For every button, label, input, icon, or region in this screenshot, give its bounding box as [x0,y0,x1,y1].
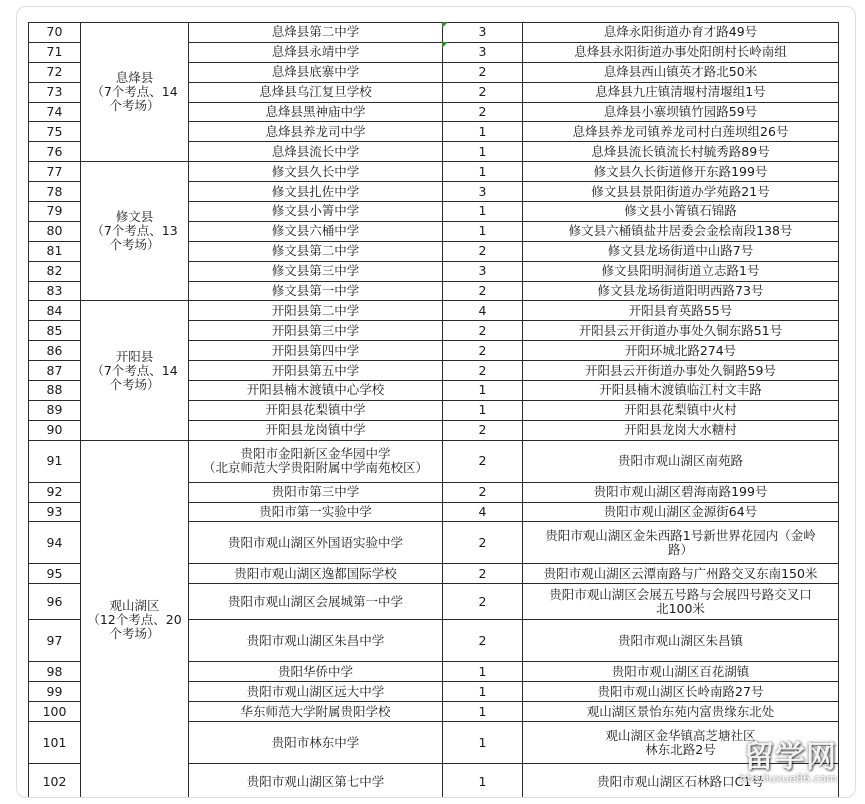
site-address-text: 贵阳市观山湖区长岭南路27号 [597,683,764,699]
room-count: 2 [443,341,523,361]
row-number: 98 [29,662,81,682]
row-number: 91 [29,440,81,482]
site-address-text: 息烽永阳街道办育才路49号 [603,24,758,40]
row-number: 101 [29,722,81,764]
site-address-text: 开阳县云开街道办事处久铜路59号 [585,362,776,378]
room-count: 2 [443,564,523,584]
site-address-text: 开阳县龙岗大水糖村 [624,422,737,438]
row-number: 95 [29,564,81,584]
cell-marker-icon [442,42,448,48]
site-address [523,662,839,682]
room-count: 1 [443,764,523,798]
row-number: 93 [29,502,81,522]
table-row [29,301,839,321]
document-frame [16,6,856,798]
site-address-text: 修文县小箐镇石锦路 [624,203,737,219]
school-name [189,522,443,564]
school-name-text: 修文县六桶中学 [271,223,360,239]
school-name [189,182,443,202]
site-address [523,261,839,281]
site-address-text: 修文县龙场街道中山路7号 [607,243,754,259]
district-detail: （7个考点、13 [91,223,178,239]
row-number: 75 [29,122,81,142]
site-address [523,564,839,584]
school-name [189,42,443,62]
exam-site-table [28,22,839,798]
district-cell [81,440,189,798]
site-address-text: 观山湖区景怡东苑内富贵缘东北处 [586,703,775,719]
site-address-text: 开阳县云开街道办事处久铜东路51号 [578,322,783,338]
site-address [523,321,839,341]
room-count: 4 [443,502,523,522]
site-address-text: 息烽县西山镇英才路北50米 [603,64,758,80]
school-name-text: 修文县第三中学 [271,263,360,279]
district-detail: （7个考点、14 [91,84,178,100]
school-name-text: 贵阳市第三中学 [271,484,360,500]
cell-marker-icon [442,22,448,28]
site-address [523,182,839,202]
site-address [523,142,839,162]
school-name [189,162,443,182]
school-name [189,682,443,702]
row-number: 85 [29,321,81,341]
school-name-text: 贵阳市第一实验中学 [259,504,372,520]
site-address [523,702,839,722]
site-address-text: 贵阳市观山湖区百花湖镇 [611,663,750,679]
school-name-text: 开阳县龙岗镇中学 [265,422,366,438]
table-row [29,23,839,43]
room-count: 1 [443,662,523,682]
site-address [523,722,839,764]
school-name-text: 修文县第一中学 [271,283,360,299]
school-name [189,440,443,482]
site-address-text: 修文县六桶镇盐井居委会金桧南段138号 [568,223,793,239]
school-name [189,122,443,142]
site-address-text: 路） [667,541,693,557]
room-count: 2 [443,522,523,564]
school-name-text: 开阳县第五中学 [271,362,360,378]
room-count: 1 [443,702,523,722]
site-address-text: 贵阳市观山湖区南苑路 [617,453,743,469]
site-address [523,23,839,43]
site-address [523,241,839,261]
room-count: 2 [443,620,523,662]
room-count: 1 [443,162,523,182]
site-address [523,400,839,420]
school-name [189,82,443,102]
row-number: 84 [29,301,81,321]
site-address-text: 贵阳市观山湖区金朱西路1号新世界花园内（金岭 [545,527,816,543]
school-name-text: 息烽县第二中学 [271,24,360,40]
row-number: 99 [29,682,81,702]
district-name: 观山湖区 [109,597,160,613]
school-name [189,301,443,321]
site-address [523,42,839,62]
row-number: 86 [29,341,81,361]
school-name-text: 息烽县永靖中学 [271,44,360,60]
school-name [189,764,443,798]
district-detail: （12个考点、20 [87,611,182,627]
row-number: 100 [29,702,81,722]
room-count: 2 [443,420,523,440]
site-address-text: 林东北路2号 [645,741,716,757]
room-count: 2 [443,82,523,102]
room-count: 1 [443,381,523,401]
school-name [189,420,443,440]
row-number: 80 [29,221,81,241]
row-number: 72 [29,62,81,82]
school-name [189,321,443,341]
site-address [523,102,839,122]
school-name [189,102,443,122]
row-number: 74 [29,102,81,122]
room-count: 2 [443,321,523,341]
site-address-text: 贵阳市观山湖区石林路口C1号 [597,773,764,789]
room-count: 1 [443,122,523,142]
school-name-text: 贵阳市观山湖区远大中学 [246,683,385,699]
room-count: 3 [443,261,523,281]
school-name [189,241,443,261]
school-name [189,202,443,222]
site-address [523,764,839,798]
school-name [189,564,443,584]
school-name-text: 开阳县第四中学 [271,342,360,358]
site-address-text: 修文县久长街道修开东路199号 [593,163,768,179]
school-name [189,620,443,662]
school-name [189,142,443,162]
site-address-text: 息烽县流长镇流长村毓秀路89号 [591,143,770,159]
district-name: 修文县 [115,209,154,225]
school-name-text: 息烽县流长中学 [271,143,360,159]
site-address [523,341,839,361]
district-cell [81,23,189,162]
site-address-text: 贵阳市观山湖区会展五号路与会展四号路交叉口 [549,586,812,602]
district-detail: （7个考点、14 [91,362,178,378]
school-name-text: 贵阳市观山湖区外国语实验中学 [227,534,403,550]
school-name [189,261,443,281]
school-name [189,482,443,502]
district-detail: 个考场） [109,376,160,392]
row-number: 73 [29,82,81,102]
row-number: 82 [29,261,81,281]
site-address-text: 贵阳市观山湖区金源街64号 [603,504,758,520]
school-name [189,702,443,722]
site-address [523,301,839,321]
school-name [189,502,443,522]
site-address-text: 贵阳市观山湖区朱昌镇 [617,632,743,648]
room-count: 3 [443,23,523,43]
site-address [523,440,839,482]
school-name-text: 息烽县黑神庙中学 [265,104,366,119]
district-name: 息烽县 [115,70,154,86]
row-number: 77 [29,162,81,182]
school-name [189,400,443,420]
watermark-url: bbs.liuxue86.com [739,772,837,785]
site-address [523,202,839,222]
room-count: 2 [443,482,523,502]
site-address [523,420,839,440]
district-detail: 个考场） [109,625,160,641]
watermark-title: 留学网 [744,740,837,775]
site-address [523,221,839,241]
site-address-text: 息烽县九庄镇清堰村清堰组1号 [595,84,766,100]
site-address [523,281,839,301]
table-row [29,440,839,482]
school-name-text: 贵阳市观山湖区第七中学 [246,773,385,789]
table-row [29,162,839,182]
row-number: 87 [29,361,81,381]
site-address-text: 息烽县养龙司镇养龙司村白莲坝组26号 [572,123,789,139]
site-address [523,522,839,564]
site-address [523,482,839,502]
row-number: 76 [29,142,81,162]
district-detail: 个考场） [109,98,160,114]
school-name [189,341,443,361]
school-name-text: 修文县久长中学 [271,163,360,179]
site-address-text: 贵阳市观山湖区碧海南路199号 [593,484,768,500]
room-count: 3 [443,42,523,62]
site-address-text: 开阳县花梨镇中火村 [624,402,737,418]
room-count: 2 [443,440,523,482]
site-address-text: 修文县县景阳街道办学苑路21号 [591,183,770,199]
site-address-text: 开阳县育英路55号 [628,302,733,318]
row-number: 92 [29,482,81,502]
site-address [523,502,839,522]
school-name-text: 开阳县第三中学 [271,322,360,338]
school-name-text: 息烽县乌江复旦学校 [259,84,372,100]
site-address [523,584,839,620]
site-address-text: 修文县龙场街道阳明西路73号 [597,283,764,299]
room-count: 1 [443,221,523,241]
room-count: 3 [443,182,523,202]
school-name-text: 贵阳市林东中学 [271,734,360,750]
site-address [523,682,839,702]
school-name [189,221,443,241]
row-number: 79 [29,202,81,222]
row-number: 94 [29,522,81,564]
district-cell [81,162,189,301]
room-count: 2 [443,102,523,122]
school-name [189,662,443,682]
site-address-text: 贵阳市观山湖区云潭南路与广州路交叉东南150米 [543,565,818,581]
school-name-text: 贵阳市观山湖区朱昌中学 [246,632,385,648]
site-address-text: 北100米 [656,600,705,616]
room-count: 2 [443,584,523,620]
site-address [523,62,839,82]
room-count: 2 [443,361,523,381]
site-address-text: 观山湖区金华镇高芝塘社区 [605,727,756,743]
school-name [189,281,443,301]
room-count: 1 [443,142,523,162]
school-name-text: 开阳县楠木渡镇中心学校 [246,382,385,398]
school-name-text: 修文县第二中学 [271,243,360,259]
row-number: 89 [29,400,81,420]
school-name-text: 修文县扎佐中学 [271,183,360,199]
room-count: 2 [443,62,523,82]
row-number: 102 [29,764,81,798]
site-address-text: 开阳环城北路274号 [624,342,737,358]
row-number: 70 [29,23,81,43]
school-name-text: 息烽县底寨中学 [271,64,360,80]
room-count: 1 [443,722,523,764]
row-number: 88 [29,381,81,401]
row-number: 71 [29,42,81,62]
site-address [523,122,839,142]
row-number: 81 [29,241,81,261]
row-number: 83 [29,281,81,301]
room-count: 4 [443,301,523,321]
school-name [189,381,443,401]
school-name [189,584,443,620]
district-cell [81,301,189,440]
school-name [189,62,443,82]
school-name-text: 贵阳华侨中学 [277,663,353,679]
school-name-text: 开阳县第二中学 [271,302,360,318]
site-address-text: 开阳县楠木渡镇临江村文丰路 [599,382,762,398]
room-count: 1 [443,202,523,222]
row-number: 78 [29,182,81,202]
row-number: 97 [29,620,81,662]
site-address [523,381,839,401]
school-name [189,361,443,381]
site-address [523,82,839,102]
school-name-text: 华东师范大学附属贵阳学校 [240,703,391,719]
school-name-text: 息烽县养龙司中学 [265,123,366,139]
row-number: 90 [29,420,81,440]
school-name-text: （北京师范大学贵阳附属中学南苑校区） [202,460,428,476]
site-address-text: 息烽县小寨坝镇竹园路59号 [603,104,758,119]
school-name-text: 贵阳市观山湖区逸都国际学校 [234,565,397,581]
school-name-text: 贵阳市金阳新区金华园中学 [240,446,391,462]
site-address-text: 息烽县永阳街道办事处阳朗村长岭南组 [574,44,787,60]
district-detail: 个考场） [109,237,160,253]
room-count: 1 [443,682,523,702]
school-name [189,23,443,43]
school-name-text: 贵阳市观山湖区会展城第一中学 [227,593,403,609]
school-name-text: 开阳县花梨镇中学 [265,402,366,418]
room-count: 2 [443,241,523,261]
row-number: 96 [29,584,81,620]
site-address [523,361,839,381]
room-count: 2 [443,281,523,301]
room-count: 1 [443,400,523,420]
school-name [189,722,443,764]
district-name: 开阳县 [115,348,154,364]
site-address [523,162,839,182]
site-address [523,620,839,662]
school-name-text: 修文县小箐中学 [271,203,360,219]
site-address-text: 修文县阳明洞街道立志路1号 [601,263,760,279]
